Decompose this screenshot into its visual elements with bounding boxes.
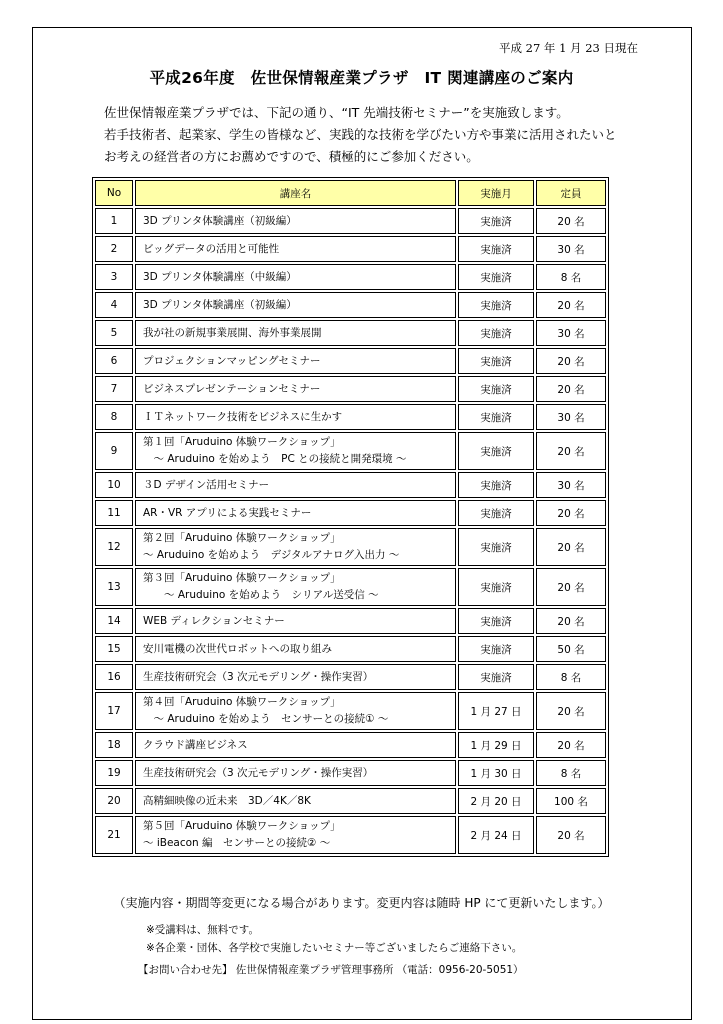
course-capacity: 20 名: [536, 528, 606, 566]
course-month: 実施済: [458, 664, 534, 690]
course-name: [135, 472, 456, 498]
row-number: 5: [95, 320, 133, 346]
table-row: [95, 816, 606, 854]
course-name-line: 安川電機の次世代ロボットへの取り組み: [143, 642, 332, 655]
course-name: [135, 264, 456, 290]
course-month: 1 月 27 日: [458, 692, 534, 730]
course-name-line: 第５回「Aruduino 体験ワークショップ」: [143, 820, 341, 832]
course-month: 実施済: [458, 348, 534, 374]
course-name-line: ～ iBeacon 編 センサーとの接続② ～: [143, 837, 331, 849]
intro-text: [104, 102, 664, 168]
course-name: [135, 664, 456, 690]
course-name-line: ビッグデータの活用と可能性: [143, 242, 280, 255]
course-month: 実施済: [458, 404, 534, 430]
course-month: 実施済: [458, 636, 534, 662]
course-name-line: 第４回「Aruduino 体験ワークショップ」: [143, 696, 341, 708]
row-number: 4: [95, 292, 133, 318]
course-capacity: 8 名: [536, 264, 606, 290]
table-row: [95, 608, 606, 634]
header-no: No: [95, 180, 133, 206]
course-name: [135, 432, 456, 470]
course-name: [135, 692, 456, 730]
course-name-line: AR・VR アプリによる実践セミナー: [143, 506, 312, 519]
contact-info: 【お問い合わせ先】 佐世保情報産業プラザ管理事務所 （電話：0956-20-5051）: [138, 964, 524, 976]
course-name-line: 高精細映像の近未来 3D／4K／8K: [143, 794, 311, 807]
row-number: 14: [95, 608, 133, 634]
course-month: 1 月 29 日: [458, 732, 534, 758]
course-name: [135, 292, 456, 318]
table-row: [95, 788, 606, 814]
course-month: 実施済: [458, 264, 534, 290]
course-name: [135, 788, 456, 814]
course-name: [135, 500, 456, 526]
course-capacity: 20 名: [536, 568, 606, 606]
row-number: 3: [95, 264, 133, 290]
course-month: 実施済: [458, 568, 534, 606]
header-capacity: 定員: [536, 180, 606, 206]
course-month: 実施済: [458, 528, 534, 566]
table-row: [95, 404, 606, 430]
row-number: 6: [95, 348, 133, 374]
course-capacity: 30 名: [536, 236, 606, 262]
course-name: [135, 528, 456, 566]
row-number: 7: [95, 376, 133, 402]
as-of-date: 平成 27 年 1 月 23 日現在: [498, 41, 638, 55]
table-row: [95, 568, 606, 606]
row-number: 21: [95, 816, 133, 854]
row-number: 2: [95, 236, 133, 262]
table-row: [95, 376, 606, 402]
course-month: 1 月 30 日: [458, 760, 534, 786]
course-capacity: 30 名: [536, 404, 606, 430]
course-name-line: ～ Aruduino を始めよう デジタルアナログ入出力 ～: [143, 549, 400, 561]
course-capacity: 20 名: [536, 208, 606, 234]
header-month: 実施月: [458, 180, 534, 206]
course-name-line: 生産技術研究会（3 次元モデリング・操作実習）: [143, 670, 374, 683]
course-capacity: 20 名: [536, 376, 606, 402]
course-capacity: 20 名: [536, 432, 606, 470]
intro-line: 若手技術者、起業家、学生の皆様など、実践的な技術を学びたい方や事業に活用されたいと: [104, 127, 617, 142]
course-name-line: ３D デザイン活用セミナー: [143, 478, 270, 491]
table-row: [95, 500, 606, 526]
table-row: [95, 236, 606, 262]
table-row: [95, 432, 606, 470]
row-number: 16: [95, 664, 133, 690]
intro-line: 佐世保情報産業プラザでは、下記の通り、“IT 先端技術セミナー”を実施致します。: [104, 105, 569, 120]
table-row: [95, 528, 606, 566]
course-name-line: 第２回「Aruduino 体験ワークショップ」: [143, 532, 341, 544]
table-row: [95, 732, 606, 758]
table-row: [95, 692, 606, 730]
course-name: [135, 348, 456, 374]
course-name-line: 生産技術研究会（3 次元モデリング・操作実習）: [143, 766, 374, 779]
course-month: 実施済: [458, 376, 534, 402]
course-capacity: 100 名: [536, 788, 606, 814]
table-row: [95, 664, 606, 690]
course-name: [135, 608, 456, 634]
course-name-line: 3D プリンタ体験講座（初級編）: [143, 214, 297, 227]
course-capacity: 8 名: [536, 664, 606, 690]
course-capacity: 50 名: [536, 636, 606, 662]
course-month: 2 月 24 日: [458, 816, 534, 854]
course-name-line: ～ Aruduino を始めよう センサーとの接続① ～: [143, 713, 389, 725]
table-row: [95, 472, 606, 498]
course-capacity: 20 名: [536, 816, 606, 854]
course-month: 実施済: [458, 292, 534, 318]
course-capacity: 20 名: [536, 732, 606, 758]
note-fee: ※受講料は、無料です。: [146, 924, 259, 936]
table-row: [95, 208, 606, 234]
course-capacity: 20 名: [536, 348, 606, 374]
course-name: [135, 760, 456, 786]
row-number: 9: [95, 432, 133, 470]
course-name-line: ＩＴネットワーク技術をビジネスに生かす: [143, 410, 343, 423]
course-name: [135, 732, 456, 758]
table-row: [95, 320, 606, 346]
course-month: 実施済: [458, 608, 534, 634]
course-name-line: 第３回「Aruduino 体験ワークショップ」: [143, 572, 341, 584]
row-number: 1: [95, 208, 133, 234]
row-number: 11: [95, 500, 133, 526]
header-course-name: 講座名: [135, 180, 456, 206]
course-name-line: 3D プリンタ体験講座（初級編）: [143, 298, 297, 311]
row-number: 17: [95, 692, 133, 730]
course-name-line: ～ Aruduino を始めよう PC との接続と開発環境 ～: [143, 453, 407, 465]
course-name: [135, 568, 456, 606]
course-table-body: [95, 208, 606, 854]
course-name: [135, 816, 456, 854]
note-request: ※各企業・団体、各学校で実施したいセミナー等ございましたらご連絡下さい。: [146, 942, 523, 954]
table-row: [95, 264, 606, 290]
table-row: [95, 636, 606, 662]
course-name-line: WEB ディレクションセミナー: [143, 614, 285, 627]
page-title: 平成26年度 佐世保情報産業プラザ IT 関連講座のご案内: [149, 69, 574, 87]
course-name: [135, 404, 456, 430]
course-capacity: 20 名: [536, 692, 606, 730]
course-name-line: クラウド講座ビジネス: [143, 738, 248, 751]
row-number: 13: [95, 568, 133, 606]
course-name-line: 我が社の新規事業展開、海外事業展開: [143, 326, 322, 339]
course-name: [135, 376, 456, 402]
course-month: 実施済: [458, 320, 534, 346]
course-name-line: プロジェクションマッピングセミナー: [143, 354, 321, 367]
course-month: 実施済: [458, 500, 534, 526]
row-number: 8: [95, 404, 133, 430]
course-name-line: ～ Aruduino を始めよう シリアル送受信 ～: [143, 589, 379, 601]
course-month: 実施済: [458, 208, 534, 234]
row-number: 15: [95, 636, 133, 662]
course-name: [135, 208, 456, 234]
table-row: [95, 292, 606, 318]
course-capacity: 30 名: [536, 472, 606, 498]
row-number: 19: [95, 760, 133, 786]
course-month: 実施済: [458, 236, 534, 262]
course-month: 2 月 20 日: [458, 788, 534, 814]
row-number: 12: [95, 528, 133, 566]
table-header-row: [95, 180, 606, 206]
table-row: [95, 760, 606, 786]
row-number: 18: [95, 732, 133, 758]
course-capacity: 20 名: [536, 292, 606, 318]
row-number: 20: [95, 788, 133, 814]
course-month: 実施済: [458, 432, 534, 470]
course-capacity: 30 名: [536, 320, 606, 346]
course-table: [92, 177, 609, 857]
change-notice: （実施内容・期間等変更になる場合があります。変更内容は随時 HP にて更新いたします。）: [113, 896, 610, 910]
course-name-line: 3D プリンタ体験講座（中級編）: [143, 270, 297, 283]
course-capacity: 8 名: [536, 760, 606, 786]
notes: [146, 921, 522, 957]
course-name: [135, 320, 456, 346]
course-name: [135, 636, 456, 662]
course-capacity: 20 名: [536, 500, 606, 526]
row-number: 10: [95, 472, 133, 498]
course-name-line: ビジネスプレゼンテーションセミナー: [143, 382, 321, 395]
course-name: [135, 236, 456, 262]
course-name-line: 第１回「Aruduino 体験ワークショップ」: [143, 436, 341, 448]
course-capacity: 20 名: [536, 608, 606, 634]
course-month: 実施済: [458, 472, 534, 498]
table-row: [95, 348, 606, 374]
intro-line: お考えの経営者の方にお薦めですので、積極的にご参加ください。: [104, 149, 479, 164]
